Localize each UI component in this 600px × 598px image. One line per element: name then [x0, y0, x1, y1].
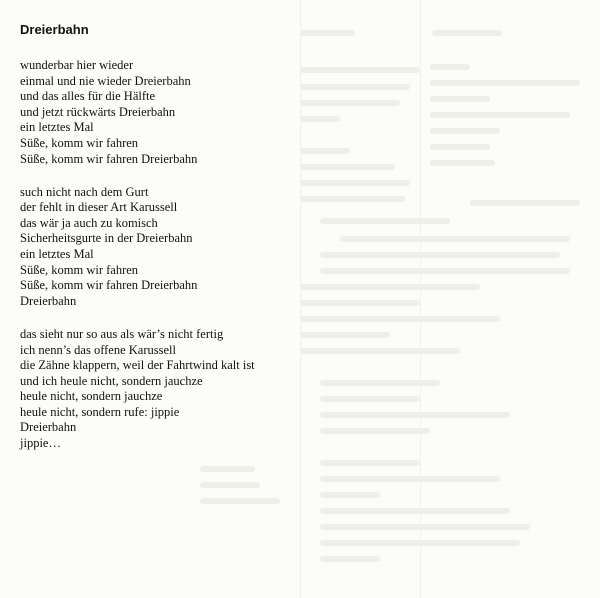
show-through-mark: [430, 144, 490, 150]
lyric-line: heule nicht, sondern jauchze: [20, 389, 163, 404]
show-through-mark: [430, 160, 495, 166]
lyric-line: Süße, komm wir fahren: [20, 262, 139, 277]
lyric-line: Dreierbahn: [20, 420, 77, 435]
lyric-line: das sieht nur so aus als wär’s nicht fertig: [20, 326, 224, 341]
show-through-mark: [430, 80, 580, 86]
lyric-line: Süße, komm wir fahren Dreierbahn: [20, 151, 198, 166]
lyric-line: such nicht nach dem Gurt: [20, 184, 149, 199]
show-through-mark: [320, 268, 570, 274]
lyric-line: und das alles für die Hälfte: [20, 89, 156, 104]
show-through-mark: [340, 236, 570, 242]
lyric-line: und jetzt rückwärts Dreierbahn: [20, 104, 176, 119]
show-through-mark: [470, 200, 580, 206]
show-through-mark: [320, 556, 380, 562]
lyric-line: ein letztes Mal: [20, 247, 94, 262]
lyric-line: Dreierbahn: [20, 293, 77, 308]
song-title: Dreierbahn: [20, 22, 89, 37]
show-through-mark: [200, 482, 260, 488]
lyric-line: einmal und nie wieder Dreierbahn: [20, 73, 191, 88]
show-through-mark: [432, 30, 502, 36]
lyric-line: und ich heule nicht, sondern jauchze: [20, 373, 203, 388]
stanza: [20, 58, 340, 167]
show-through-mark: [430, 64, 470, 70]
lyric-line: das wär ja auch zu komisch: [20, 215, 158, 230]
show-through-mark: [320, 492, 380, 498]
lyric-line: ein letztes Mal: [20, 120, 94, 135]
show-through-mark: [320, 508, 510, 514]
stanza: [20, 327, 340, 452]
lyric-line: ich nenn’s das offene Karussell: [20, 342, 176, 357]
show-through-mark: [320, 524, 530, 530]
show-through-mark: [430, 112, 570, 118]
stanza: [20, 185, 340, 310]
lyric-line: jippie…: [20, 436, 61, 451]
show-through-mark: [320, 540, 520, 546]
lyric-line: die Zähne klappern, weil der Fahrtwind kalt ist: [20, 358, 255, 373]
show-through-mark: [320, 252, 560, 258]
show-through-mark: [320, 412, 510, 418]
lyric-line: der fehlt in dieser Art Karussell: [20, 200, 178, 215]
show-through-mark: [430, 96, 490, 102]
lyric-line: Sicherheitsgurte in der Dreierbahn: [20, 231, 193, 246]
show-through-mark: [200, 498, 280, 504]
lyrics-block: [20, 22, 340, 469]
lyric-line: Süße, komm wir fahren Dreierbahn: [20, 278, 198, 293]
lyric-line: heule nicht, sondern rufe: jippie: [20, 404, 180, 419]
lyric-line: Süße, komm wir fahren: [20, 135, 139, 150]
lyric-line: wunderbar hier wieder: [20, 58, 134, 72]
show-through-mark: [430, 128, 500, 134]
show-through-mark: [320, 476, 500, 482]
